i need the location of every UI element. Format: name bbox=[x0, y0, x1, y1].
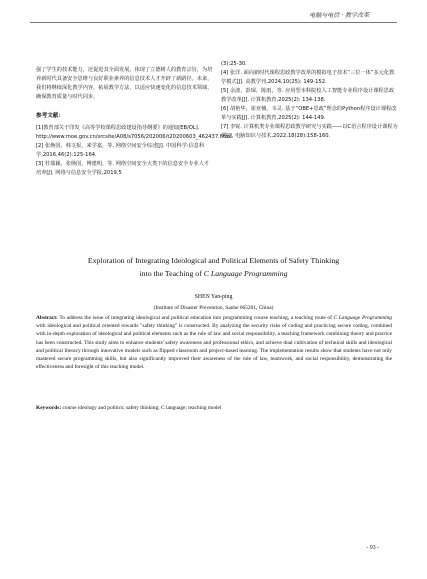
english-title-line1: Exploration of Integrating Ideological and Political Elements of Safety Thinking bbox=[87, 256, 340, 265]
author-name: SHEN Yan-ping bbox=[194, 294, 233, 300]
reference-text: [7] 李锐. 计算机类专业课程思政教学研究与实践——以C语言程序设计课程为例[J]. 电脑知识与技术,2022,18(28):158-160. bbox=[221, 124, 398, 139]
reference-text: [3] 杜瑞颖，张焕国，傅建明，等. 网络空间安全大类下的信息安全专业人才培养[J]. 网络与信息安全学报,2019,5 bbox=[36, 161, 210, 176]
abstract bbox=[36, 314, 392, 371]
english-title-line2 bbox=[30, 267, 397, 280]
reference-item bbox=[221, 123, 399, 141]
abstract-text-2: with ideological and political oriented towards "safety thinking" is constructed. By analyzing the security risks of coding and practicing secure coding, combined with in-depth exploration of ideological and political elements such as the rule of law and social responsibility, a teaching framework combining theory and practice has been constructed. This study aims to enhance students' safety awareness and professional ethics, and achieve dual cultivation of technical skills and ideological and political literacy through innovative models such as flipped classroom and project-based learning. The implementation results show that students have not only mastered secure programming skills, but also significantly improved their awareness of the rule of law, teamwork, and social responsibility, demonstrating the effectiveness and foresight of this teaching model. bbox=[36, 323, 392, 371]
reference-item bbox=[36, 160, 214, 178]
keywords-text: course ideology and politics; safety thinking; C language; teaching model bbox=[61, 405, 222, 411]
author-affiliation: (Institute of Disaster Prevention, Sanhe 065201, China) bbox=[153, 305, 274, 311]
reference-item bbox=[221, 60, 399, 69]
keywords bbox=[36, 404, 392, 412]
abstract-label: Abstract: bbox=[36, 315, 58, 321]
reference-text: [1]教育部关于印发《高等学校课程思政建设指导纲要》的通知[EB/OL]. http://www.moe.gov.cn/srcsite/A08/s7056/202006/t20200603_462437.html. bbox=[36, 125, 234, 140]
reference-text: [6] 胡艳华，崔亚楠，韦灵. 基于“OBE+思政”理念的Python程序设计课程改革与实践[J]. 计算机教育,2025(2): 144-149. bbox=[221, 106, 397, 121]
english-title bbox=[30, 254, 397, 280]
abstract-text-1: To address the issue of integrating ideological and political education into programming course teaching, a teaching route of bbox=[57, 315, 334, 321]
reference-item bbox=[36, 142, 214, 160]
right-column bbox=[221, 60, 399, 141]
reference-text: [5] 余波，彭琛，陈雨，等. 应用型本科院校人工智能专业程序设计课程思政教学改革[J]. 计算机教育,2025(2): 134-138. bbox=[221, 88, 395, 103]
header-title: 电脑与电信 · 教学改革 bbox=[309, 12, 369, 19]
reference-text: [2] 张焕国，韩文报，来学嘉，等. 网络空间安全综述[J]. 中国科学:信息科学,2016,46(2):125-164. bbox=[36, 143, 205, 158]
keywords-label: Keywords: bbox=[36, 405, 62, 411]
reference-text: (3):25-30. bbox=[221, 61, 247, 67]
references-heading: 参考文献： bbox=[36, 113, 64, 119]
english-title-prefix: into the Teaching of bbox=[139, 269, 204, 278]
conclusion-paragraph: 强了学生的技术能力，还促进其全面发展，体现了立德树人的教育宗旨，为培养新时代具备安全思维与良好职业素养的信息技术人才开辟了新路径。未来，我们将继续深化教学内容，拓展教学方法，以适应快速变化的信息技术领域，确保教育质量与时代同步。 bbox=[36, 67, 213, 100]
abstract-course-name: C Language Programming bbox=[333, 315, 392, 321]
header-rule bbox=[30, 22, 397, 23]
reference-item bbox=[221, 69, 399, 87]
running-header bbox=[0, 6, 427, 23]
reference-text: [4] 张洋. 面向新时代课程思政教学改革的模拟电子技术“三位一体”多元化教学模式[J]. 高教学刊,2024,10(25): 149-152. bbox=[221, 70, 395, 85]
left-column bbox=[36, 66, 234, 178]
reference-item bbox=[36, 124, 234, 142]
english-title-italic: C Language Programming bbox=[203, 269, 288, 278]
reference-item bbox=[221, 87, 399, 105]
page-number: - 93 - bbox=[366, 545, 379, 551]
reference-item bbox=[221, 105, 399, 123]
